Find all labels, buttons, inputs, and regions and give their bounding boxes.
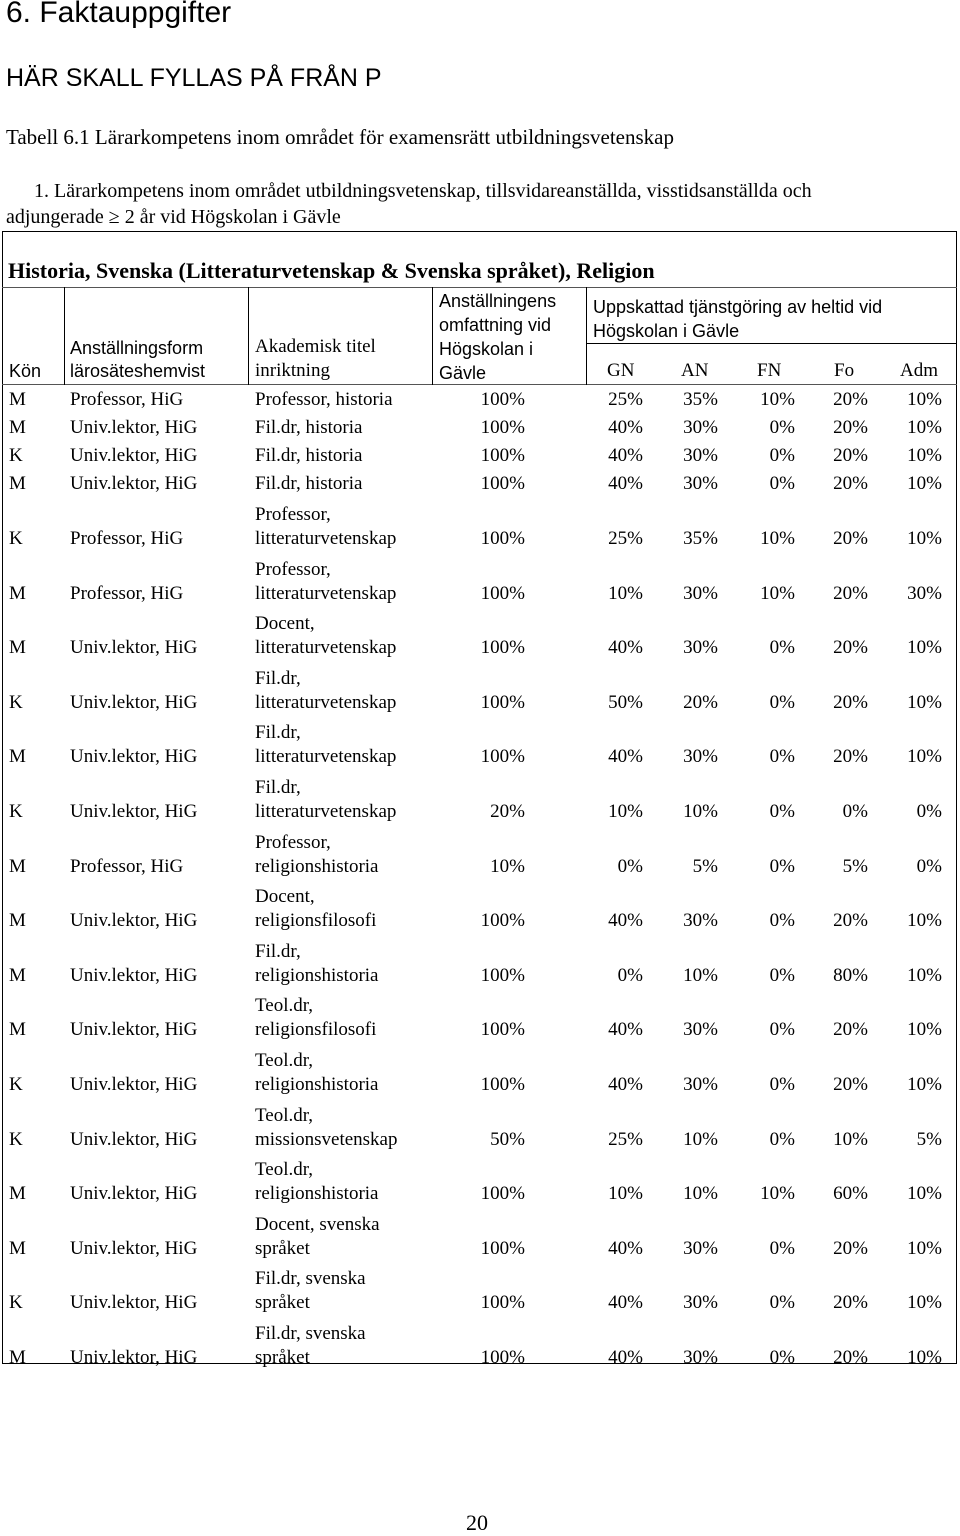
cell-omf: 100% (480, 1074, 525, 1095)
cell-an: 10% (683, 1183, 718, 1204)
cell-fn: 0% (769, 692, 795, 713)
cell-an: 30% (683, 910, 718, 931)
cell-titel-line1: Teol.dr, (255, 1159, 314, 1180)
cell-fo: 20% (833, 1019, 868, 1040)
cell-gn: 10% (608, 1183, 643, 1204)
cell-titel-line2: religionshistoria (255, 856, 379, 877)
cell-form: Professor, HiG (70, 528, 184, 549)
cell-fn: 0% (769, 1238, 795, 1259)
cell-kon: K (9, 692, 23, 713)
column-divider (64, 287, 65, 385)
header-fo: Fo (834, 360, 855, 381)
cell-omf: 100% (480, 1347, 525, 1368)
cell-kon: M (9, 1183, 26, 1204)
section-heading: 6. Faktauppgifter (6, 0, 232, 29)
cell-titel-line2: Fil.dr, historia (255, 473, 363, 494)
cell-gn: 25% (608, 389, 643, 410)
cell-fo: 20% (833, 1238, 868, 1259)
cell-an: 30% (683, 1347, 718, 1368)
cell-adm: 10% (907, 910, 942, 931)
cell-titel-line1: Teol.dr, (255, 1105, 314, 1126)
cell-fo: 0% (842, 801, 868, 822)
header-tjanst-1: Uppskattad tjänstgöring av heltid vid (593, 297, 883, 317)
cell-omf: 100% (480, 692, 525, 713)
cell-titel-line2: litteraturvetenskap (255, 528, 397, 549)
cell-fn: 0% (769, 445, 795, 466)
cell-form: Univ.lektor, HiG (70, 910, 198, 931)
cell-adm: 10% (907, 1238, 942, 1259)
cell-omf: 100% (480, 583, 525, 604)
cell-form: Univ.lektor, HiG (70, 1129, 198, 1150)
subject-title: Historia, Svenska (Litteraturvetenskap & Svenska språket), Religion (8, 258, 655, 283)
cell-titel-line2: litteraturvetenskap (255, 801, 397, 822)
cell-an: 30% (683, 1074, 718, 1095)
cell-gn: 25% (608, 528, 643, 549)
cell-kon: K (9, 1074, 23, 1095)
cell-omf: 100% (480, 528, 525, 549)
cell-adm: 10% (907, 1183, 942, 1204)
cell-form: Univ.lektor, HiG (70, 1292, 198, 1313)
header-omf-4: Gävle (439, 363, 487, 383)
cell-gn: 10% (608, 801, 643, 822)
cell-form: Univ.lektor, HiG (70, 746, 198, 767)
header-fn: FN (757, 360, 782, 381)
cell-fn: 0% (769, 856, 795, 877)
header-titel-2: inriktning (255, 360, 330, 381)
cell-gn: 40% (608, 417, 643, 438)
cell-fn: 10% (760, 528, 795, 549)
cell-gn: 25% (608, 1129, 643, 1150)
cell-gn: 40% (608, 1019, 643, 1040)
cell-fn: 10% (760, 1183, 795, 1204)
cell-kon: M (9, 1238, 26, 1259)
cell-fo: 20% (833, 583, 868, 604)
cell-omf: 100% (480, 1183, 525, 1204)
cell-gn: 10% (608, 583, 643, 604)
cell-titel-line1: Teol.dr, (255, 1050, 314, 1071)
cell-adm: 10% (907, 445, 942, 466)
cell-adm: 10% (907, 417, 942, 438)
cell-form: Professor, HiG (70, 856, 184, 877)
cell-omf: 100% (480, 473, 525, 494)
header-omf-2: omfattning vid (439, 315, 552, 335)
cell-fo: 20% (833, 417, 868, 438)
cell-fo: 20% (833, 1074, 868, 1095)
intro-line-1: 1. Lärarkompetens inom området utbildningsvetenskap, tillsvidareanställda, visstidsanställda och (34, 180, 812, 202)
cell-fn: 0% (769, 746, 795, 767)
cell-kon: M (9, 583, 26, 604)
cell-fo: 60% (833, 1183, 868, 1204)
intro-line-2: adjungerade ≥ 2 år vid Högskolan i Gävle (6, 206, 341, 228)
cell-adm: 10% (907, 389, 942, 410)
cell-an: 30% (683, 1238, 718, 1259)
table-caption: Tabell 6.1 Lärarkompetens inom området för examensrätt utbildningsvetenskap (6, 125, 675, 149)
cell-omf: 100% (480, 417, 525, 438)
cell-gn: 50% (608, 692, 643, 713)
cell-fn: 0% (769, 1347, 795, 1368)
cell-adm: 10% (907, 1347, 942, 1368)
header-titel-1: Akademisk titel (255, 336, 376, 357)
cell-kon: K (9, 528, 23, 549)
cell-titel-line2: Fil.dr, historia (255, 417, 363, 438)
cell-fo: 20% (833, 746, 868, 767)
cell-form: Univ.lektor, HiG (70, 965, 198, 986)
cell-adm: 5% (916, 1129, 942, 1150)
cell-titel-line1: Docent, (255, 886, 315, 907)
cell-form: Univ.lektor, HiG (70, 1019, 198, 1040)
cell-omf: 20% (490, 801, 525, 822)
cell-fo: 80% (833, 965, 868, 986)
cell-fo: 20% (833, 692, 868, 713)
cell-titel-line2: missionsvetenskap (255, 1129, 398, 1150)
cell-an: 5% (692, 856, 718, 877)
cell-fo: 20% (833, 910, 868, 931)
cell-an: 20% (683, 692, 718, 713)
cell-titel-line1: Docent, (255, 613, 315, 634)
column-divider (432, 287, 433, 385)
cell-omf: 100% (480, 910, 525, 931)
cell-fn: 0% (769, 1019, 795, 1040)
cell-an: 30% (683, 583, 718, 604)
cell-adm: 10% (907, 528, 942, 549)
cell-titel-line1: Professor, (255, 559, 331, 580)
cell-titel-line1: Teol.dr, (255, 995, 314, 1016)
cell-fo: 20% (833, 528, 868, 549)
cell-adm: 10% (907, 1292, 942, 1313)
cell-form: Univ.lektor, HiG (70, 473, 198, 494)
cell-gn: 40% (608, 1347, 643, 1368)
cell-omf: 100% (480, 637, 525, 658)
cell-an: 10% (683, 965, 718, 986)
cell-kon: K (9, 1292, 23, 1313)
cell-titel-line2: religionshistoria (255, 1183, 379, 1204)
cell-fo: 5% (842, 856, 868, 877)
cell-form: Univ.lektor, HiG (70, 692, 198, 713)
cell-gn: 40% (608, 910, 643, 931)
cell-an: 35% (683, 528, 718, 549)
cell-fn: 0% (769, 417, 795, 438)
cell-adm: 10% (907, 746, 942, 767)
column-divider (248, 287, 249, 385)
cell-an: 10% (683, 1129, 718, 1150)
cell-gn: 40% (608, 1074, 643, 1095)
cell-form: Univ.lektor, HiG (70, 637, 198, 658)
cell-adm: 30% (907, 583, 942, 604)
cell-titel-line2: litteraturvetenskap (255, 692, 397, 713)
cell-kon: M (9, 389, 26, 410)
header-form-2: lärosäteshemvist (70, 361, 206, 381)
cell-omf: 100% (480, 965, 525, 986)
header-adm: Adm (900, 360, 938, 381)
cell-omf: 100% (480, 1292, 525, 1313)
cell-kon: M (9, 1019, 26, 1040)
cell-titel-line1: Docent, svenska (255, 1214, 380, 1235)
cell-form: Univ.lektor, HiG (70, 1183, 198, 1204)
cell-fn: 0% (769, 965, 795, 986)
header-an: AN (681, 360, 709, 381)
cell-kon: M (9, 910, 26, 931)
cell-titel-line2: språket (255, 1347, 310, 1368)
cell-omf: 100% (480, 1019, 525, 1040)
cell-titel-line2: religionshistoria (255, 965, 379, 986)
cell-titel-line1: Fil.dr, (255, 722, 301, 743)
cell-kon: M (9, 856, 26, 877)
cell-kon: K (9, 1129, 23, 1150)
cell-adm: 0% (916, 856, 942, 877)
cell-titel-line1: Fil.dr, (255, 777, 301, 798)
cell-gn: 40% (608, 1292, 643, 1313)
cell-adm: 10% (907, 637, 942, 658)
fill-note: HÄR SKALL FYLLAS PÅ FRÅN P (6, 64, 382, 92)
cell-an: 30% (683, 445, 718, 466)
cell-titel-line1: Fil.dr, (255, 941, 301, 962)
cell-gn: 40% (608, 637, 643, 658)
header-omf-1: Anställningens (439, 291, 557, 311)
cell-titel-line2: språket (255, 1238, 310, 1259)
cell-titel-line2: religionshistoria (255, 1074, 379, 1095)
page-number: 20 (466, 1510, 488, 1535)
cell-omf: 100% (480, 389, 525, 410)
cell-an: 10% (683, 801, 718, 822)
cell-omf: 10% (490, 856, 525, 877)
cell-form: Univ.lektor, HiG (70, 417, 198, 438)
cell-adm: 10% (907, 1074, 942, 1095)
header-omf-3: Högskolan i (439, 339, 534, 359)
cell-kon: K (9, 445, 23, 466)
cell-form: Univ.lektor, HiG (70, 801, 198, 822)
cell-fn: 0% (769, 473, 795, 494)
header-gn: GN (607, 360, 635, 381)
cell-an: 30% (683, 637, 718, 658)
cell-titel-line1: Professor, (255, 832, 331, 853)
cell-omf: 100% (480, 746, 525, 767)
cell-an: 30% (683, 1019, 718, 1040)
header-form-1: Anställningsform (70, 338, 204, 358)
cell-form: Professor, HiG (70, 583, 184, 604)
cell-omf: 100% (480, 1238, 525, 1259)
cell-an: 30% (683, 417, 718, 438)
column-divider (586, 287, 587, 385)
header-kon: Kön (9, 361, 42, 381)
cell-form: Professor, HiG (70, 389, 184, 410)
header-tjanst-2: Högskolan i Gävle (593, 321, 740, 341)
cell-titel-line1: Fil.dr, (255, 668, 301, 689)
cell-kon: M (9, 473, 26, 494)
cell-titel-line2: Professor, historia (255, 389, 393, 410)
cell-fo: 20% (833, 445, 868, 466)
cell-gn: 40% (608, 1238, 643, 1259)
cell-form: Univ.lektor, HiG (70, 1074, 198, 1095)
cell-adm: 10% (907, 692, 942, 713)
cell-kon: M (9, 965, 26, 986)
table-divider (2, 287, 957, 288)
cell-adm: 10% (907, 1019, 942, 1040)
cell-gn: 40% (608, 746, 643, 767)
cell-fn: 10% (760, 583, 795, 604)
cell-titel-line1: Fil.dr, svenska (255, 1268, 366, 1289)
cell-fn: 0% (769, 1292, 795, 1313)
cell-gn: 0% (617, 965, 643, 986)
cell-fo: 20% (833, 1347, 868, 1368)
cell-kon: K (9, 801, 23, 822)
cell-fo: 20% (833, 389, 868, 410)
cell-fn: 0% (769, 910, 795, 931)
cell-fo: 20% (833, 637, 868, 658)
cell-fn: 0% (769, 1074, 795, 1095)
cell-titel-line2: litteraturvetenskap (255, 583, 397, 604)
cell-kon: M (9, 1347, 26, 1368)
cell-an: 30% (683, 1292, 718, 1313)
cell-titel-line1: Fil.dr, svenska (255, 1323, 366, 1344)
cell-adm: 10% (907, 473, 942, 494)
cell-kon: M (9, 417, 26, 438)
sub-divider (586, 343, 957, 344)
cell-form: Univ.lektor, HiG (70, 1347, 198, 1368)
cell-fn: 10% (760, 389, 795, 410)
cell-titel-line2: litteraturvetenskap (255, 746, 397, 767)
cell-fo: 20% (833, 473, 868, 494)
cell-titel-line1: Professor, (255, 504, 331, 525)
cell-gn: 40% (608, 473, 643, 494)
cell-gn: 40% (608, 445, 643, 466)
cell-titel-line2: litteraturvetenskap (255, 637, 397, 658)
cell-fo: 10% (833, 1129, 868, 1150)
cell-kon: M (9, 746, 26, 767)
cell-an: 35% (683, 389, 718, 410)
cell-fn: 0% (769, 1129, 795, 1150)
cell-titel-line2: Fil.dr, historia (255, 445, 363, 466)
cell-omf: 50% (490, 1129, 525, 1150)
cell-an: 30% (683, 473, 718, 494)
cell-form: Univ.lektor, HiG (70, 1238, 198, 1259)
cell-kon: M (9, 637, 26, 658)
cell-titel-line2: religionsfilosofi (255, 1019, 377, 1040)
cell-adm: 0% (916, 801, 942, 822)
cell-titel-line2: språket (255, 1292, 310, 1313)
cell-fn: 0% (769, 801, 795, 822)
cell-gn: 0% (617, 856, 643, 877)
cell-form: Univ.lektor, HiG (70, 445, 198, 466)
cell-fo: 20% (833, 1292, 868, 1313)
cell-omf: 100% (480, 445, 525, 466)
cell-titel-line2: religionsfilosofi (255, 910, 377, 931)
cell-fn: 0% (769, 637, 795, 658)
cell-an: 30% (683, 746, 718, 767)
cell-adm: 10% (907, 965, 942, 986)
